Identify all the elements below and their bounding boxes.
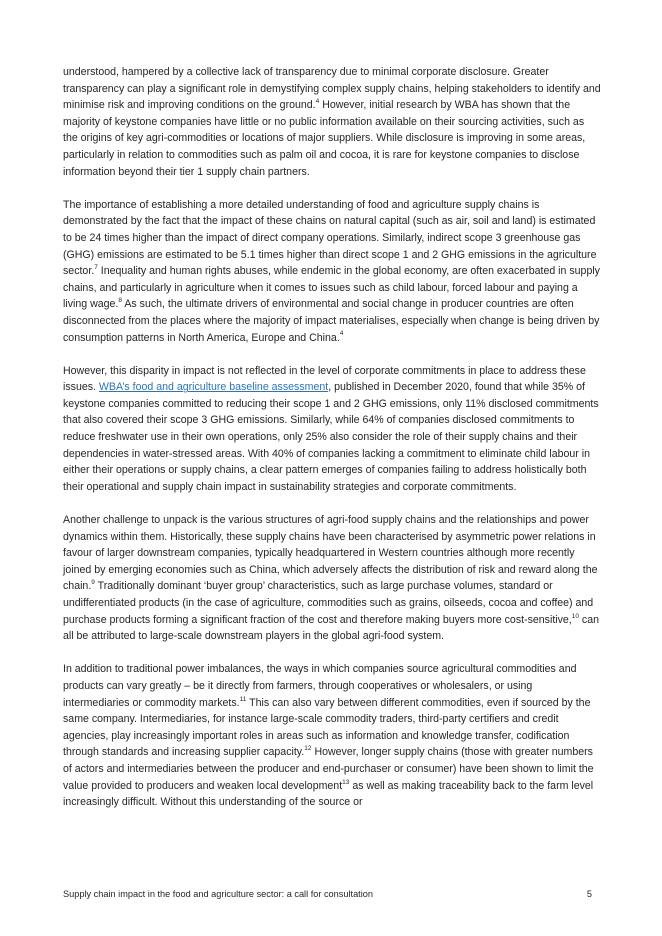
paragraph-text: This can also vary between different commodities, even if sourced by the same company. Intermediaries, for instance large-scale commodity traders, third-party certifiers and credit agencies, play increasingly important roles in areas such as information and knowledge transfer, codification through standards and increasing supplier capacity. <box>63 696 591 759</box>
paragraph-text: Another challenge to unpack is the various structures of agri-food supply chains and the relationships and power dynamics within them. Historically, these supply chains have been characterised by asymmetric power relations in favour of larger downstream companies, typically headquartered in Western countries although more recently joined by emerging economies such as China, which adversely affects the distribution of risk and reward along the chain. <box>63 514 598 593</box>
footnote-ref: 13 <box>342 778 350 786</box>
paragraph-text: understood, hampered by a collective lack of transparency due to minimal corporate disclosure. Greater transparency can play a significant role in demystifying complex supply chains, helping stakeholders to identify and minimise risk and improving conditions on the ground. <box>63 66 601 112</box>
paragraph-text: However, initial research by WBA has shown that the majority of keystone companies have little or no public information available on their sourcing activities, such as the origins of key agri-commodities or locations of major suppliers. While disclosure is improving in some areas, particularly in relation to commodities such as palm oil and cocoa, it is rare for keystone companies to disclose information beyond their tier 1 supply chain partners. <box>63 99 586 178</box>
footnote-ref: 4 <box>339 330 344 338</box>
document-body <box>63 64 601 827</box>
page-number: 5 <box>586 889 592 899</box>
paragraph-text: can all be attributed to large-scale downstream players in the global agri-food system. <box>63 613 600 643</box>
paragraph-text: The importance of establishing a more detailed understanding of food and agriculture supply chains is demonstrated by the fact that the impact of these chains on natural capital (such as air, soil and land) is estimated to be 24 times higher than the impact of direct company operations. Similarly, indirect scope 3 greenhouse gas (GHG) emissions are estimated to be 5.1 times higher than direct scope 1 and 2 GHG emissions in the agriculture sector. <box>63 198 597 278</box>
footnote-ref: 4 <box>315 98 320 106</box>
paragraph-text: As such, the ultimate drivers of environmental and social change in producer countries are often disconnected from the places where the majority of impact materialises, especially when change is being driven by consumption patterns in North America, Europe and China. <box>63 298 600 344</box>
paragraph-text: as well as making traceability back to the farm level increasingly difficult. Without this understanding of the source or <box>63 779 594 809</box>
footnote-ref: 12 <box>304 745 312 753</box>
page-footer <box>63 889 592 899</box>
paragraph-text: Traditionally dominant ‘buyer group’ characteristics, such as large purchase volumes, standard or undifferentiated products (in the case of agriculture, commodities such as grains, oilseeds, cocoa and coffee) and purchase products forming a significant fraction of the cost and therefore making buyers more cost-sensitive, <box>63 580 594 626</box>
paragraph-text: However, this disparity in impact is not reflected in the level of corporate commitments in place to address these issues. <box>63 364 586 394</box>
footnote-ref: 7 <box>94 264 98 272</box>
paragraph-text: However, longer supply chains (those with greater numbers of actors and intermediaries between the producer and end-purchaser or consumer) have been shown to limit the value provided to producers and weaken local development <box>63 746 594 792</box>
paragraph-text: Inequality and human rights abuses, while endemic in the global economy, are often exacerbated in supply chains, and particularly in agriculture when it comes to issues such as child labour, forced labour and paying a living wage. <box>63 265 600 311</box>
baseline-assessment-link[interactable]: WBA’s food and agriculture baseline assessment <box>98 381 329 394</box>
paragraph-text: , published in December 2020, found that while 35% of keystone companies committed to reducing their scope 1 and 2 GHG emissions, only 11% disclosed commitments that also covered their scope 3 GHG emissions. Similarly, while 64% of companies disclosed commitments to reduce freshwater use in their own operations, only 25% also consider the role of their supply chains and their dependencies in water-stressed areas. With 40% of companies lacking a commitment to eliminate child labour in either their operations or supply chains, a clear pattern emerges of companies failing to address holistically both their operational and supply chain impact in sustainability strategies and corporate commitments. <box>63 381 599 493</box>
footnote-ref: 11 <box>239 695 247 703</box>
footer-title: Supply chain impact in the food and agriculture sector: a call for consultation <box>63 889 373 899</box>
paragraph <box>63 197 601 346</box>
paragraph-text: In addition to traditional power imbalances, the ways in which companies source agricultural commodities and products can vary greatly – be it directly from farmers, through cooperatives or wholesalers, or using intermediaries or commodity markets. <box>63 663 577 709</box>
footnote-ref: 10 <box>571 612 579 620</box>
paragraph <box>63 661 601 810</box>
paragraph <box>63 363 601 496</box>
paragraph <box>63 64 601 180</box>
paragraph <box>63 512 601 645</box>
footnote-ref: 9 <box>91 579 95 587</box>
footnote-ref: 8 <box>118 297 122 305</box>
